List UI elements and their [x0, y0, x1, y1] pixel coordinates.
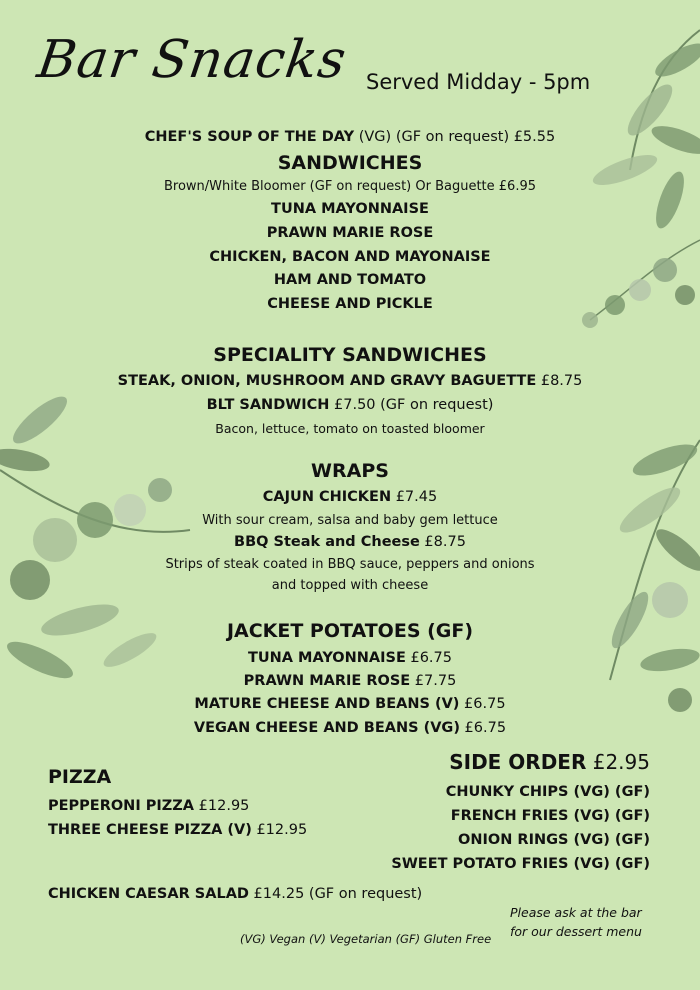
- soup-details: (VG) (GF on request) £5.55: [354, 129, 556, 145]
- speciality-item: [0, 373, 700, 389]
- jacket-heading: JACKET POTATOES (GF): [226, 620, 474, 642]
- jacket-item-price: £6.75: [459, 720, 507, 736]
- jacket-item-price: £7.75: [410, 673, 457, 689]
- sandwich-item: CHICKEN, BACON AND MAYONAISE: [209, 249, 491, 265]
- soup-line: [0, 129, 700, 145]
- side-order-price: £2.95: [586, 750, 650, 774]
- wrap-item-description: Strips of steak coated in BBQ sauce, peppers and onions: [165, 557, 535, 572]
- menu-title: Bar Snacks: [33, 30, 351, 90]
- pizza-item-price: £12.95: [251, 822, 308, 838]
- pizza-section: [48, 766, 307, 842]
- sandwiches-subtitle: Brown/White Bloomer (GF on request) Or Baguette £6.95: [163, 179, 537, 194]
- jacket-item-name: TUNA MAYONNAISE: [247, 650, 406, 666]
- jacket-item-price: £6.75: [459, 696, 506, 712]
- speciality-item-name: BLT SANDWICH: [206, 397, 330, 413]
- wrap-item: [0, 534, 700, 550]
- side-item: SWEET POTATO FRIES (VG) (GF): [391, 856, 650, 872]
- jacket-item-name: VEGAN CHEESE AND BEANS (VG): [193, 720, 460, 736]
- jacket-item: [0, 673, 700, 689]
- wrap-item-price: £8.75: [419, 534, 466, 550]
- dessert-note-line: Please ask at the bar: [510, 905, 642, 920]
- salad-name: CHICKEN CAESAR SALAD: [48, 886, 249, 902]
- pizza-item-name: PEPPERONI PIZZA: [48, 798, 195, 814]
- jacket-item: [0, 650, 700, 666]
- sandwich-item: TUNA MAYONNAISE: [271, 201, 429, 217]
- side-order-section: [391, 750, 650, 876]
- sandwiches-heading: SANDWICHES: [277, 152, 423, 174]
- jacket-item-price: £6.75: [405, 650, 452, 666]
- jacket-item: [0, 696, 700, 712]
- wrap-item-name: BBQ Steak and Cheese: [234, 534, 420, 550]
- sandwich-item: HAM AND TOMATO: [273, 272, 427, 288]
- wrap-item-description: and topped with cheese: [271, 578, 429, 593]
- wrap-item-price: £7.45: [391, 489, 438, 505]
- salad-price: £14.25 (GF on request): [248, 886, 423, 902]
- salad-line: [48, 886, 422, 902]
- dessert-note-line: for our dessert menu: [510, 924, 642, 939]
- speciality-item-price: £8.75: [536, 373, 583, 389]
- speciality-item-name: STEAK, ONION, MUSHROOM AND GRAVY BAGUETTE: [117, 373, 537, 389]
- dessert-note: [510, 903, 642, 941]
- side-order-heading: [391, 750, 650, 774]
- pizza-item-price: £12.95: [194, 798, 250, 814]
- wraps-heading: WRAPS: [311, 460, 389, 482]
- sandwich-item: CHEESE AND PICKLE: [267, 296, 433, 312]
- pizza-item: [48, 794, 307, 818]
- served-hours: Served Midday - 5pm: [366, 70, 591, 94]
- wrap-item: [0, 489, 700, 505]
- speciality-item-price: £7.50 (GF on request): [329, 397, 494, 413]
- wrap-item-description: With sour cream, salsa and baby gem lettuce: [202, 513, 498, 528]
- dietary-key: (VG) Vegan (V) Vegetarian (GF) Gluten Free: [240, 932, 492, 946]
- pizza-item-name: THREE CHEESE PIZZA (V): [48, 822, 252, 838]
- side-item: FRENCH FRIES (VG) (GF): [450, 808, 650, 824]
- soup-name: CHEF'S SOUP OF THE DAY: [144, 129, 355, 145]
- side-order-title: SIDE ORDER: [449, 750, 587, 774]
- side-item: CHUNKY CHIPS (VG) (GF): [445, 784, 650, 800]
- speciality-heading: SPECIALITY SANDWICHES: [213, 344, 487, 366]
- side-item: ONION RINGS (VG) (GF): [458, 832, 650, 848]
- jacket-item-name: PRAWN MARIE ROSE: [243, 673, 411, 689]
- jacket-item: [0, 720, 700, 736]
- speciality-item-description: Bacon, lettuce, tomato on toasted bloomer: [215, 421, 485, 436]
- jacket-item-name: MATURE CHEESE AND BEANS (V): [194, 696, 460, 712]
- pizza-item: [48, 818, 307, 842]
- speciality-item: [0, 397, 700, 413]
- sandwich-item: PRAWN MARIE ROSE: [266, 225, 434, 241]
- pizza-heading: PIZZA: [48, 766, 112, 788]
- wrap-item-name: CAJUN CHICKEN: [262, 489, 392, 505]
